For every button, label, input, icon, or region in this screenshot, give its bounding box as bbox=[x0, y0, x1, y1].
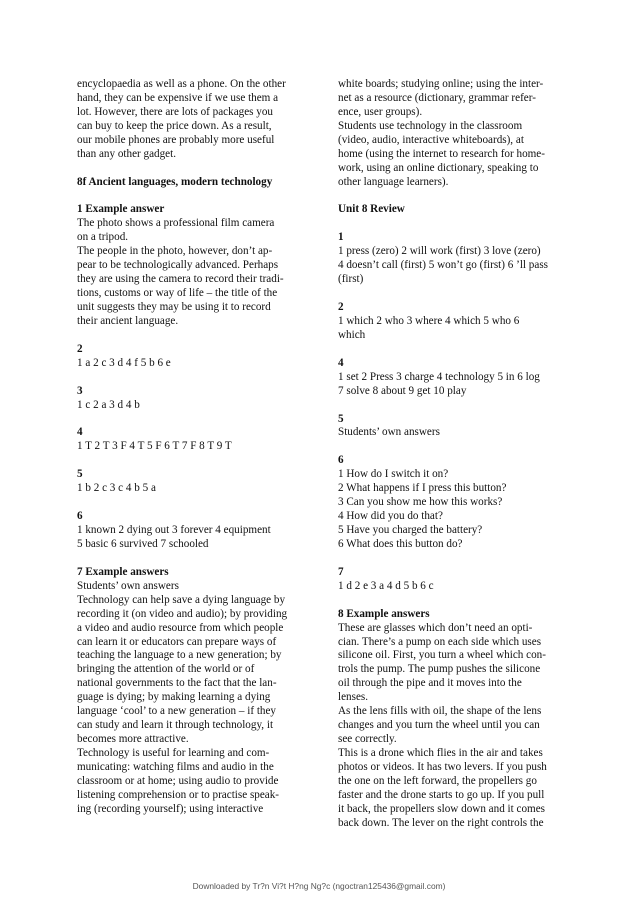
text-line: (first) bbox=[338, 273, 364, 286]
text-line: faster and the drone starts to go up. If you pull bbox=[338, 788, 545, 801]
section-heading: 7 bbox=[338, 565, 344, 578]
text-line: Students’ own answers bbox=[77, 579, 179, 592]
text-line: 3 Can you show me how this works? bbox=[338, 496, 503, 509]
text-line: 1 known 2 dying out 3 forever 4 equipment bbox=[77, 524, 271, 536]
text-line: 1 d 2 e 3 a 4 d 5 b 6 c bbox=[338, 579, 434, 592]
text-line: back down. The lever on the right controls the bbox=[338, 816, 544, 829]
blank-line bbox=[338, 190, 564, 204]
text-line: white boards; studying online; using the inter- bbox=[338, 78, 544, 90]
text-line: photos or videos. It has two levers. If you push bbox=[338, 760, 547, 773]
text-line: pear to be technologically advanced. Perhaps bbox=[77, 259, 279, 272]
section-heading: 6 bbox=[77, 510, 83, 523]
text-line: 6 What does this button do? bbox=[338, 537, 463, 550]
blank-line bbox=[338, 343, 564, 357]
text-line: recording it (on video and audio); by providing bbox=[77, 607, 288, 620]
text-line: it back, the propellers slow down and it comes bbox=[338, 802, 545, 815]
text-line: Technology is useful for learning and com- bbox=[77, 747, 270, 759]
text-line: becomes more attractive. bbox=[77, 733, 189, 746]
section-heading: 6 bbox=[338, 454, 344, 467]
text-line: than any other gadget. bbox=[77, 147, 176, 160]
section-heading: Unit 8 Review bbox=[338, 203, 405, 216]
text-line: bringing the attention of the world or of bbox=[77, 663, 255, 676]
blank-line bbox=[77, 552, 303, 566]
text-line: 4 How did you do that? bbox=[338, 510, 443, 523]
blank-line bbox=[77, 371, 303, 385]
text-line: 1 c 2 a 3 d 4 b bbox=[77, 398, 140, 411]
text-line: Students use technology in the classroom bbox=[338, 119, 523, 132]
text-line: The photo shows a professional film camera bbox=[77, 217, 275, 230]
text-line: 1 a 2 c 3 d 4 f 5 b 6 e bbox=[77, 356, 171, 369]
section-heading: 3 bbox=[77, 384, 83, 397]
text-line: guage is dying; by making learning a dying bbox=[77, 691, 271, 704]
blank-line bbox=[77, 190, 303, 204]
blank-line bbox=[77, 162, 303, 176]
text-line: lenses. bbox=[338, 691, 369, 704]
text-line: the one on the left forward, the propellers go bbox=[338, 774, 537, 787]
blank-line bbox=[77, 329, 303, 343]
text-line: 1 press (zero) 2 will work (first) 3 love (zero) bbox=[338, 245, 541, 258]
text-line: 5 Have you charged the battery? bbox=[338, 524, 483, 536]
text-line: listening comprehension or to practise speak- bbox=[77, 788, 280, 801]
section-heading: 7 Example answers bbox=[77, 565, 169, 578]
text-line: their ancient language. bbox=[77, 314, 179, 327]
text-line: other language learners). bbox=[338, 175, 449, 188]
section-heading: 1 bbox=[338, 231, 344, 244]
blank-line bbox=[338, 399, 564, 413]
text-line: home (using the internet to research for home- bbox=[338, 147, 545, 160]
text-line: This is a drone which flies in the air and takes bbox=[338, 747, 543, 759]
blank-line bbox=[77, 413, 303, 427]
section-heading: 2 bbox=[77, 342, 83, 355]
text-line: encyclopaedia as well as a phone. On the other bbox=[77, 78, 286, 90]
text-line: 2 What happens if I press this button? bbox=[338, 482, 507, 495]
text-line: lot. However, there are lots of packages you bbox=[77, 105, 273, 118]
text-line: Students’ own answers bbox=[338, 426, 440, 439]
left-column bbox=[77, 78, 303, 817]
section-heading: 8 Example answers bbox=[338, 607, 430, 620]
text-line: 1 How do I switch it on? bbox=[338, 468, 449, 481]
text-line: 5 basic 6 survived 7 schooled bbox=[77, 537, 209, 550]
text-line: 1 set 2 Press 3 charge 4 technology 5 in 6 log bbox=[338, 370, 540, 383]
text-line: which bbox=[338, 328, 366, 341]
section-heading: 5 bbox=[77, 468, 83, 481]
text-line: trols the pump. The pump pushes the silicone bbox=[338, 663, 541, 676]
blank-line bbox=[338, 552, 564, 566]
section-heading: 2 bbox=[338, 301, 344, 313]
section-heading: 1 Example answer bbox=[77, 203, 165, 216]
text-line: 1 b 2 c 3 c 4 b 5 a bbox=[77, 482, 156, 495]
text-line: 7 solve 8 about 9 get 10 play bbox=[338, 384, 467, 397]
text-line: on a tripod. bbox=[77, 231, 129, 244]
text-line: As the lens fills with oil, the shape of the lens bbox=[338, 705, 542, 718]
text-line: (video, audio, interactive whiteboards), at bbox=[338, 133, 524, 146]
text-line: our mobile phones are probably more useful bbox=[77, 133, 275, 146]
text-line: changes and you turn the wheel until you can bbox=[338, 719, 540, 732]
text-line: can study and learn it through technology, it bbox=[77, 719, 274, 732]
text-line: can buy to keep the price down. As a result, bbox=[77, 119, 272, 132]
text-line: see correctly. bbox=[338, 733, 397, 746]
text-line: tions, customs or way of life – the title of the bbox=[77, 287, 278, 300]
text-line: The people in the photo, however, don’t ap- bbox=[77, 245, 273, 258]
blank-line bbox=[338, 440, 564, 454]
text-line: ence, user groups). bbox=[338, 105, 423, 118]
text-line: work, using an online dictionary, speaking to bbox=[338, 161, 539, 174]
text-line: they are using the camera to record their tradi- bbox=[77, 273, 284, 286]
text-line: ing (recording yourself); using interactive bbox=[77, 802, 264, 815]
text-line: hand, they can be expensive if we use them a bbox=[77, 91, 279, 104]
section-heading: 8f Ancient languages, modern technology bbox=[77, 175, 273, 188]
text-line: net as a resource (dictionary, grammar refer- bbox=[338, 91, 536, 104]
text-line: teaching the language to a new generation; by bbox=[77, 649, 282, 662]
section-heading: 5 bbox=[338, 412, 344, 425]
blank-line bbox=[338, 594, 564, 608]
blank-line bbox=[338, 217, 564, 231]
text-line: municating: watching films and audio in the bbox=[77, 760, 274, 773]
blank-line bbox=[77, 454, 303, 468]
text-line: 4 doesn’t call (first) 5 won’t go (first) 6 ’ll pass bbox=[338, 259, 548, 272]
text-line: a video and audio resource from which people bbox=[77, 621, 284, 634]
download-footer: Downloaded by Tr?n Vi?t H?ng Ng?c (ngoctran125436@gmail.com) bbox=[192, 881, 446, 891]
section-heading: 4 bbox=[77, 426, 83, 439]
text-line: 1 T 2 T 3 F 4 T 5 F 6 T 7 F 8 T 9 T bbox=[77, 440, 232, 453]
text-line: Technology can help save a dying language by bbox=[77, 593, 286, 606]
text-line: national governments to the fact that the lan- bbox=[77, 677, 277, 690]
text-line: 1 which 2 who 3 where 4 which 5 who 6 bbox=[338, 314, 520, 327]
text-line: cian. There’s a pump on each side which uses bbox=[338, 635, 542, 648]
section-heading: 4 bbox=[338, 356, 344, 369]
right-column bbox=[338, 78, 564, 831]
text-line: oil through the pipe and it moves into the bbox=[338, 677, 522, 690]
blank-line bbox=[338, 287, 564, 301]
text-line: language ‘cool’ to a new generation – if they bbox=[77, 705, 277, 718]
text-line: can learn it or educators can prepare ways of bbox=[77, 635, 277, 648]
text-line: silicone oil. First, you turn a wheel which con- bbox=[338, 649, 546, 662]
text-line: These are glasses which don’t need an opti- bbox=[338, 621, 533, 634]
blank-line bbox=[77, 496, 303, 510]
text-line: unit suggests they may be using it to record bbox=[77, 301, 271, 313]
text-line: classroom or at home; using audio to provide bbox=[77, 774, 279, 787]
